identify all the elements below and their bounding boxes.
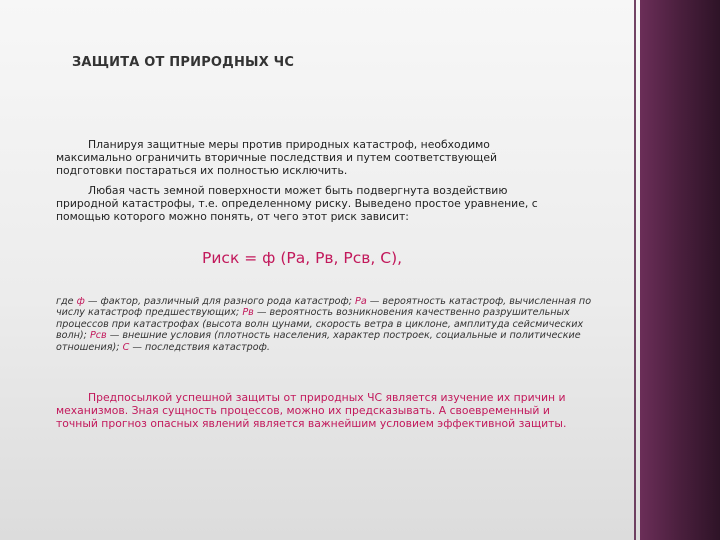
- legend-symbol-pa: Ра: [355, 296, 367, 307]
- legend-text: — фактор, различный для разного рода катастроф;: [84, 296, 356, 307]
- legend-symbol-c: С: [122, 341, 130, 353]
- legend-text: где: [56, 296, 77, 307]
- risk-formula: Риск = ф (Ра, Рв, Рсв, С),: [202, 249, 403, 267]
- legend-symbol-f: ф: [76, 296, 85, 307]
- paragraph-risk: Любая часть земной поверхности может быть подвергнута воздействию природной катастрофы, т.е. определенному риску. Выведено простое уравнение, с помощью которого можно понять, от чего этот риск зависит:: [56, 183, 538, 224]
- slide-title: ЗАЩИТА ОТ ПРИРОДНЫХ ЧС: [72, 55, 295, 70]
- legend-symbol-pv: Рв: [242, 307, 254, 319]
- legend-symbol-psv: Рсв: [89, 330, 107, 342]
- paragraph-intro: Планируя защитные меры против природных катастроф, необходимо максимально ограничить вторичные последствия и путем соответствующей подготовки постараться их полностью исключить.: [56, 138, 498, 178]
- slide-body: [56, 138, 566, 223]
- conclusion-paragraph: Предпосылкой успешной защиты от природных ЧС является изучение их причин и механизмов. Зная сущность процессов, можно их предсказывать. А своевременный и точный прогноз опасных явлений является важнейшим условием эффективной защиты.: [56, 391, 567, 431]
- side-divider-line: [634, 0, 636, 540]
- legend-text: — внешние условия (плотность населения, характер построек, социальные и политические отношения);: [56, 330, 581, 353]
- legend-text: — последствия катастроф.: [129, 341, 270, 353]
- legend-text: — вероятность возникновения качественно разрушительных процессов при катастрофах (высота волн цунами, скорость ветра в циклоне, амплитуда сейсмических волн);: [56, 307, 584, 342]
- side-decorative-band: [640, 0, 720, 540]
- legend-text: — вероятность катастроф, вычисленная по числу катастроф предшествующих;: [56, 296, 592, 319]
- formula-legend: [56, 296, 596, 353]
